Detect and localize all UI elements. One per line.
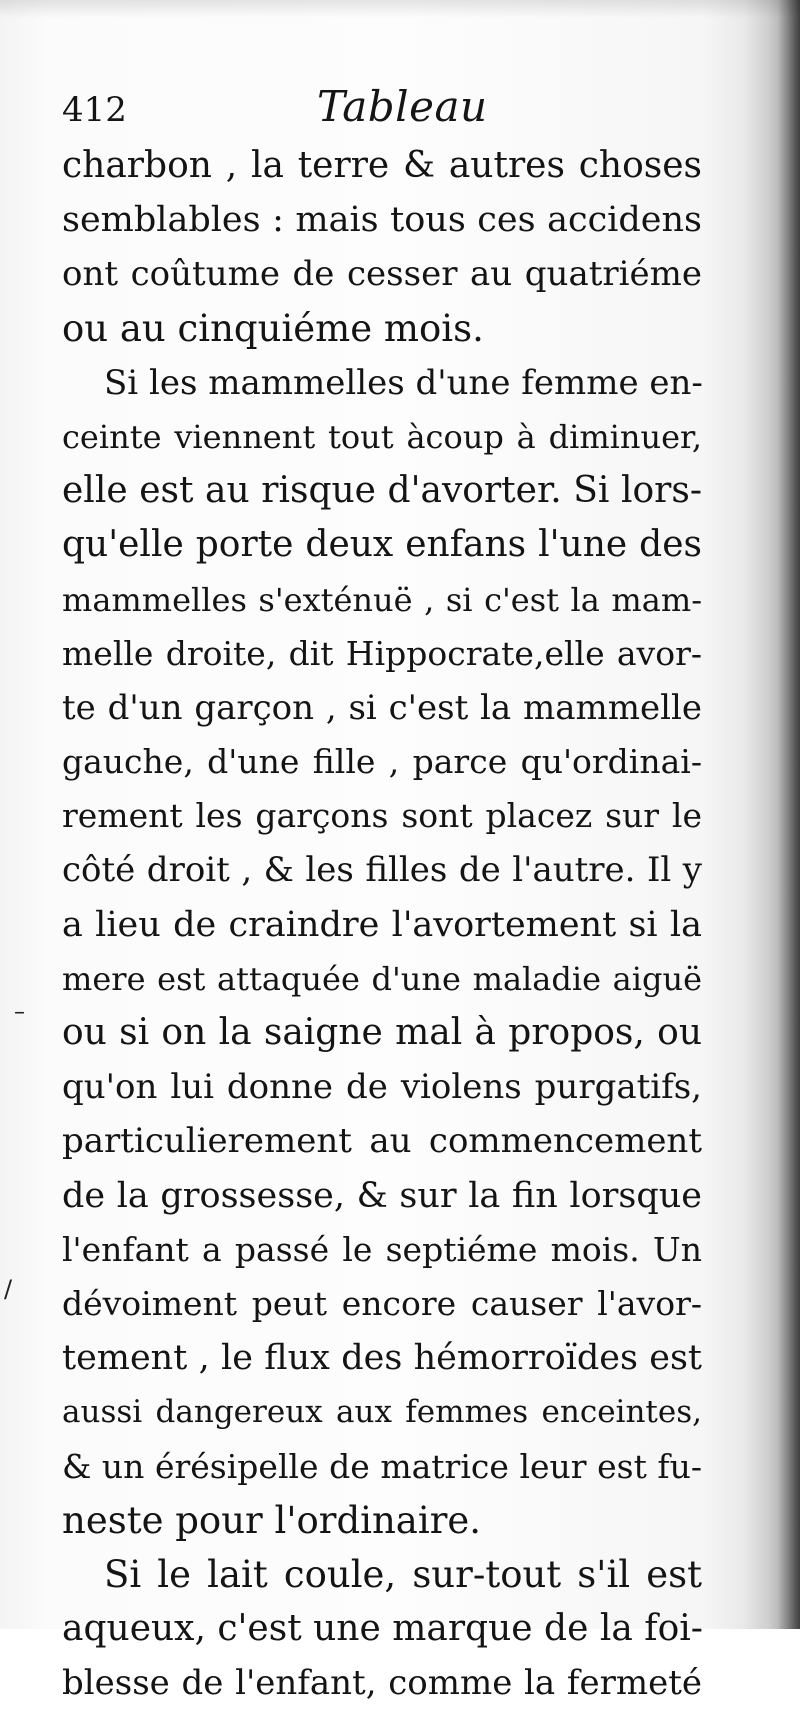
text-line: melle droite, dit Hippocrate,elle avor-	[62, 633, 702, 673]
text-line: ont coûtume de cesser au quatriéme	[62, 254, 702, 295]
text-line: blesse de l'enfant, comme la fermeté	[62, 1663, 702, 1704]
margin-stroke-mark: /	[4, 1275, 13, 1303]
text-line: a lieu de craindre l'avortement si la	[62, 904, 702, 945]
text-line: rement les garçons sont placez sur le	[62, 796, 702, 836]
text-line: qu'elle porte deux enfans l'une des	[62, 524, 702, 566]
text-line: semblables : mais tous ces accidens	[62, 200, 702, 241]
page-number: 412	[62, 90, 127, 130]
margin-dash-mark: –	[14, 1000, 25, 1025]
text-line: de la grossesse, & sur la fin lorsque	[62, 1175, 702, 1216]
text-line: ou au cinquiéme mois.	[62, 306, 484, 350]
text-line: mere est attaquée d'une maladie aiguë	[62, 959, 702, 998]
paragraph-start-line: Si le lait coule, sur-tout s'il est	[104, 1552, 702, 1596]
running-title: Tableau	[317, 82, 488, 131]
text-line: neste pour l'ordinaire.	[62, 1498, 482, 1542]
text-line: charbon , la terre & autres choses	[62, 145, 702, 186]
text-line: elle est au risque d'avorter. Si lors-	[62, 470, 702, 512]
text-line: dévoiment peut encore causer l'avor-	[62, 1283, 702, 1323]
text-line: particulierement au commencement	[62, 1121, 702, 1162]
text-line: côté droit , & les filles de l'autre. Il y	[62, 850, 702, 891]
text-line: ceinte viennent tout àcoup à diminuer,	[62, 417, 702, 456]
text-line: ou si on la saigne mal à propos, ou	[62, 1012, 702, 1053]
page-header	[62, 78, 702, 138]
text-line: aqueux, c'est une marque de la foi-	[62, 1608, 703, 1650]
paragraph-start-line: Si les mammelles d'une femme en-	[104, 362, 703, 403]
text-line: tement , le flux des hémorroïdes est	[62, 1338, 702, 1379]
text-line: aussi dangereux aux femmes enceintes,	[62, 1394, 702, 1431]
text-line: mammelles s'exténuë , si c'est la mam-	[62, 580, 702, 619]
text-line: gauche, d'une fille , parce qu'ordinai-	[62, 742, 702, 782]
page-edge-shadow	[778, 0, 800, 1629]
text-line: te d'un garçon , si c'est la mammelle	[62, 687, 702, 728]
text-line: qu'on lui donne de violens purgatifs,	[62, 1067, 702, 1108]
text-line: l'enfant a passé le septiéme mois. Un	[62, 1229, 702, 1269]
top-edge-shadow	[0, 0, 800, 18]
text-line: & un érésipelle de matrice leur est fu-	[62, 1446, 702, 1486]
body-text	[62, 139, 702, 1710]
